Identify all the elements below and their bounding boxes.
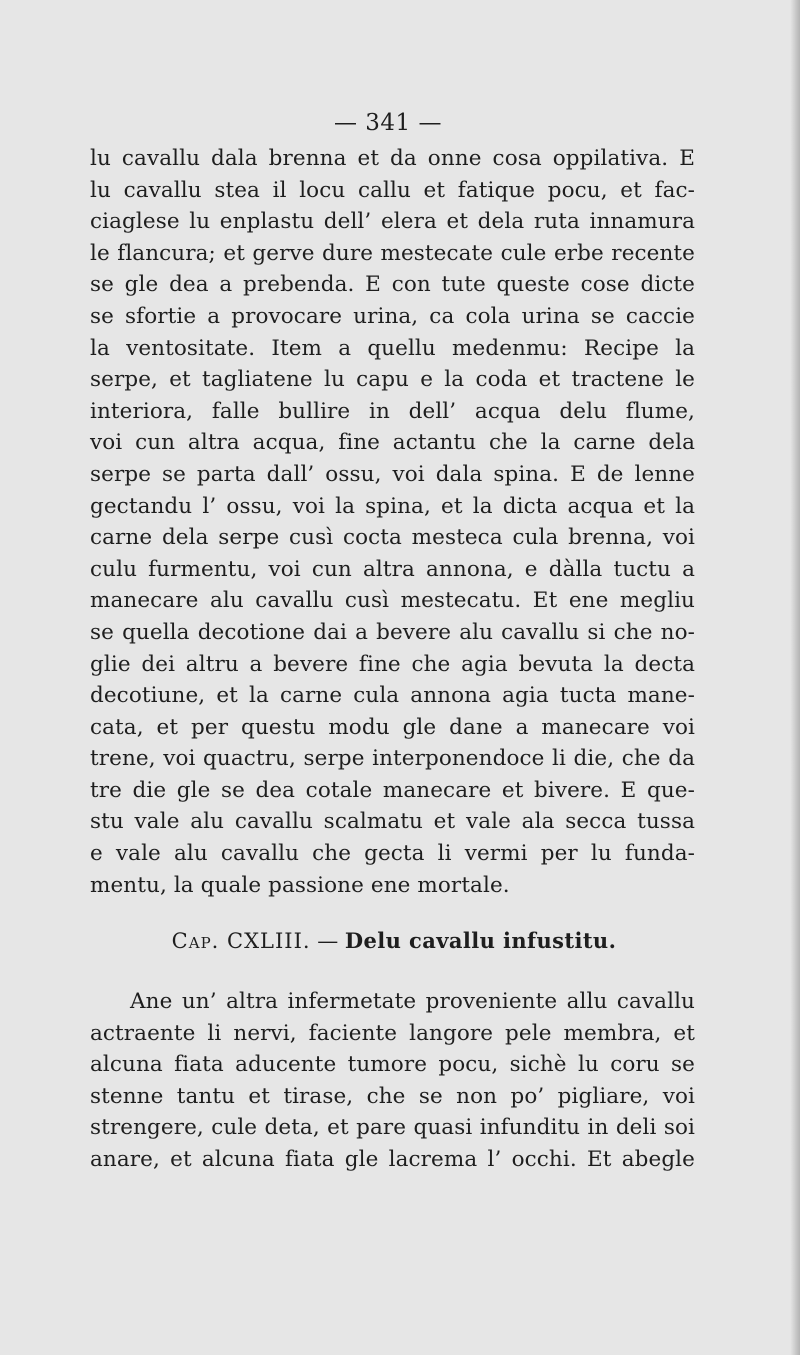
text-line: voi cun altra acqua, fine actantu che la carne dela	[90, 430, 695, 456]
text-line: se quella decotione dai a bevere alu cavallu si che no-	[90, 619, 695, 645]
text-line: stenne tantu et tirase, che se non po’ pigliare, voi	[90, 1083, 695, 1109]
page-number: — 341 —	[333, 110, 443, 136]
text-line: le flancura; et gerve dure mestecate cule erbe recente	[90, 240, 695, 266]
paragraph-1	[90, 143, 695, 901]
heading-dash: —	[310, 929, 345, 953]
chapter-number: Cap. CXLIII.	[171, 929, 311, 953]
text-line: e vale alu cavallu che gecta li vermi per lu funda-	[90, 841, 695, 867]
text-line: se gle dea a prebenda. E con tute queste cose dicte	[90, 272, 695, 298]
page-edge-shadow	[790, 0, 800, 1355]
text-line: serpe se parta dall’ ossu, voi dala spina. E de lenne	[90, 461, 695, 487]
chapter-heading	[0, 926, 788, 956]
chapter-title: Delu cavallu infustitu.	[344, 928, 617, 953]
text-line: culu furmentu, voi cun altra annona, e dàlla tuctu a	[90, 556, 695, 582]
text-line: interiora, falle bullire in dell’ acqua delu flume,	[90, 398, 695, 424]
text-line: strengere, cule deta, et pare quasi infunditu in deli soi	[90, 1115, 695, 1141]
text-line: alcuna fiata aducente tumore pocu, sichè lu coru se	[90, 1052, 695, 1078]
text-line: ciaglese lu enplastu dell’ elera et dela ruta innamura	[90, 209, 695, 235]
text-line: Ane un’ altra infermetate proveniente allu cavallu	[130, 989, 695, 1014]
text-line: la ventositate. Item a quellu medenmu: Recipe la	[90, 335, 695, 361]
text-line: anare, et alcuna fiata gle lacrema l’ occhi. Et abegle	[90, 1146, 695, 1172]
text-line: tre die gle se dea cotale manecare et bivere. E que-	[90, 777, 695, 803]
text-line: cata, et per questu modu gle dane a manecare voi	[90, 714, 695, 740]
text-line: carne dela serpe cusì cocta mesteca cula brenna, voi	[90, 525, 695, 551]
text-line: trene, voi quactru, serpe interponendoce li die, che da	[90, 746, 695, 772]
text-line: stu vale alu cavallu scalmatu et vale ala secca tussa	[90, 809, 695, 835]
text-line: glie dei altru a bevere fine che agia bevuta la decta	[90, 651, 695, 677]
text-line: lu cavallu dala brenna et da onne cosa oppilativa. E	[90, 146, 695, 171]
text-line: se sfortie a provocare urina, ca cola urina se caccie	[90, 303, 695, 329]
text-line: actraente li nervi, faciente langore pele membra, et	[90, 1020, 695, 1046]
text-line: serpe, et tagliatene lu capu e la coda et tractene le	[90, 367, 695, 393]
text-line: manecare alu cavallu cusì mestecatu. Et ene megliu	[90, 588, 695, 614]
text-line: mentu, la quale passione ene mortale.	[90, 872, 510, 898]
text-line: gectandu l’ ossu, voi la spina, et la dicta acqua et la	[90, 493, 695, 519]
text-line: lu cavallu stea il locu callu et fatique pocu, et fac-	[90, 177, 695, 203]
text-line: decotiune, et la carne cula annona agia tucta mane-	[90, 683, 695, 709]
paragraph-2	[90, 986, 695, 1176]
